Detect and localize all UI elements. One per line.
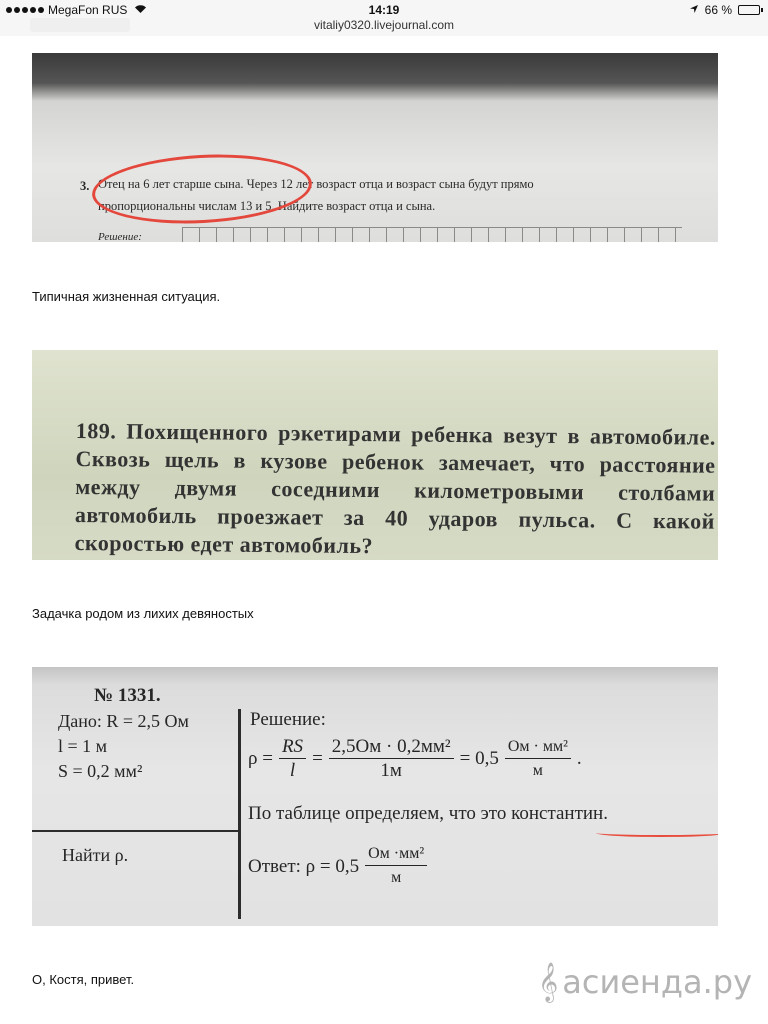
problem-number: № 1331. (94, 685, 161, 706)
problem-body: Похищенного рэкетирами ребенка везут в автомобиле. Сквозь щель в кузове ребенок замечает, что расстояние между двумя соседними километровыми столбами автомобиль проезжает за 40 ударов пульса. С какой скоростью едет автомобиль? (74, 418, 716, 559)
carrier-name: MegaFon RUS (48, 3, 128, 17)
problem-number: 3. (80, 179, 90, 193)
textbook-photo-father-son (32, 53, 718, 242)
frac-denominator: м (391, 869, 402, 886)
red-underline-highlight (596, 829, 718, 837)
post-caption-2: Задачка родом из лихих девяностых (32, 606, 254, 621)
answer-prefix: Ответ: ρ = 0,5 (248, 855, 360, 877)
post-caption-1: Типичная жизненная ситуация. (32, 289, 221, 304)
frac-denominator: 1м (380, 759, 402, 781)
frac-numerator: RS (279, 736, 306, 759)
frac-numerator: Ом · мм² (505, 736, 571, 759)
fraction-values (329, 736, 454, 783)
post-caption-3: О, Костя, привет. (32, 972, 135, 987)
equals-sign: = (312, 748, 323, 769)
address-bar[interactable] (0, 18, 768, 36)
fraction-units (505, 736, 571, 783)
frac-denominator: м (532, 761, 543, 779)
find-label: Найти ρ. (62, 845, 129, 865)
problem-number: 189. (75, 417, 117, 444)
answer-unit-fraction (365, 843, 427, 890)
rho-equals: ρ = (248, 748, 273, 769)
status-right (689, 3, 760, 17)
problem-line-2: пропорциональны числам 13 и 5. Найдите возраст отца и сына. (98, 199, 436, 213)
frac-denominator: l (289, 759, 296, 781)
solution-label: Решение: (98, 231, 142, 242)
period: . (576, 748, 582, 769)
page-url[interactable]: vitaliy0320.livejournal.com (313, 18, 455, 32)
textbook-photo-resistivity (32, 667, 718, 926)
answer-grid (182, 227, 682, 242)
battery-icon (738, 5, 760, 15)
status-bar (0, 0, 768, 20)
resistivity-formula (248, 729, 582, 789)
given-resistance: Дано: R = 2,5 Ом (58, 711, 189, 731)
divider-vertical (238, 709, 241, 919)
treble-clef-icon: 𝄞 (538, 962, 559, 1002)
frac-numerator: Ом ·мм² (365, 843, 427, 866)
given-length: l = 1 м (58, 736, 108, 756)
table-lookup-line: По таблице определяем, что это константин. (248, 803, 608, 824)
given-block (58, 709, 189, 784)
faded-header-remnant (30, 18, 130, 32)
battery-percent: 66 % (704, 3, 732, 17)
problem-189-text (75, 417, 716, 560)
clock: 14:19 (368, 3, 400, 17)
red-circle-highlight (90, 149, 313, 228)
location-arrow-icon (689, 3, 699, 17)
watermark-text: асиенда.ру (562, 963, 752, 1001)
frac-numerator: 2,5Ом · 0,2мм² (329, 736, 454, 759)
problem-line-1: Отец на 6 лет старше сына. Через 12 лет возраст отца и возраст сына будут прямо (98, 177, 534, 191)
site-watermark (538, 962, 752, 1002)
solution-label: Решение: (250, 709, 326, 730)
result-value: = 0,5 (459, 748, 499, 769)
divider-horizontal (32, 830, 240, 832)
textbook-photo-kidnapped-child (32, 350, 718, 560)
given-area: S = 0,2 мм² (58, 761, 143, 781)
answer-line (248, 843, 427, 890)
fraction-rs-over-l (279, 736, 306, 783)
